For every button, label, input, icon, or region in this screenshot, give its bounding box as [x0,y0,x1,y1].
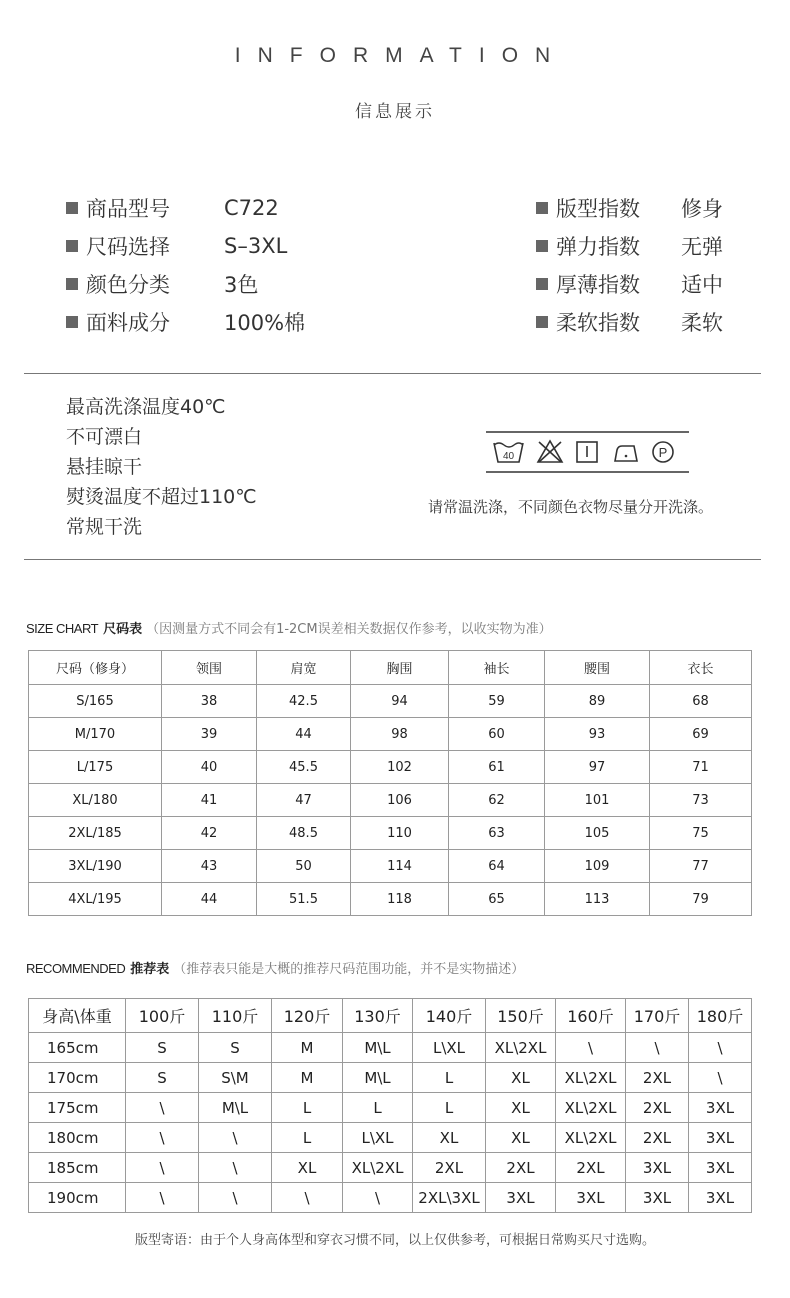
bullet-square-icon [66,316,78,328]
attribute-value: 100%棉 [224,311,306,335]
bullet-square-icon [536,316,548,328]
recommended-title-en: RECOMMENDED [26,961,126,976]
divider [24,373,761,374]
table-cell: 101 [545,784,650,817]
table-cell: S [126,1033,199,1063]
table-cell: \ [689,1033,752,1063]
table-cell: 93 [545,718,650,751]
table-cell: 42.5 [257,685,351,718]
attribute-value: 柔软 [681,311,723,335]
table-cell: S\M [199,1063,272,1093]
table-row [29,751,752,784]
attribute-label: 颜色分类 [86,273,170,297]
column-header: 160斤 [556,999,626,1033]
table-cell: 2XL [626,1093,689,1123]
table-cell: \ [626,1033,689,1063]
table-cell: 2XL [556,1153,626,1183]
table-cell: 97 [545,751,650,784]
page-title: INFORMATION [234,44,568,67]
table-cell: 68 [650,685,752,718]
attribute-row [66,189,305,227]
recommended-table [28,998,752,1213]
table-cell: 3XL [689,1183,752,1213]
row-label: 2XL/185 [29,817,162,850]
table-cell: 61 [449,751,545,784]
table-cell: 42 [162,817,257,850]
dry-clean-symbol: P [658,445,668,460]
table-row [29,883,752,916]
table-cell: XL [272,1153,343,1183]
bullet-square-icon [66,240,78,252]
table-cell: 113 [545,883,650,916]
table-cell: \ [126,1153,199,1183]
care-symbols [486,431,689,473]
column-header: 领围 [162,651,257,685]
table-cell: 77 [650,850,752,883]
hang-dry-icon [577,442,597,462]
table-cell: 2XL [626,1123,689,1153]
care-instructions [66,392,257,542]
iron-icon [615,446,637,461]
recommended-header-row [29,999,752,1033]
table-cell: XL [486,1063,556,1093]
size-chart-table [28,650,752,916]
table-cell: 2XL [626,1063,689,1093]
table-cell: \ [556,1033,626,1063]
table-cell: \ [199,1153,272,1183]
table-cell: \ [689,1063,752,1093]
table-cell: 105 [545,817,650,850]
table-cell: 48.5 [257,817,351,850]
attribute-row [66,265,305,303]
size-chart-heading [26,618,552,637]
table-cell: 44 [162,883,257,916]
table-cell: \ [199,1123,272,1153]
attribute-label: 面料成分 [86,311,170,335]
table-cell: 64 [449,850,545,883]
attributes-left [66,189,305,341]
table-cell: XL\2XL [556,1093,626,1123]
footer-note: 版型寄语：由于个人身高体型和穿衣习惯不同，以上仅供参考，可根据日常购买尺寸选购。 [134,1233,655,1248]
attribute-value: C722 [224,196,279,220]
row-label: 3XL/190 [29,850,162,883]
size-chart-header-row [29,651,752,685]
row-label: 175cm [29,1093,126,1123]
column-header: 袖长 [449,651,545,685]
table-cell: 114 [351,850,449,883]
table-cell: 94 [351,685,449,718]
table-cell: XL [486,1093,556,1123]
care-line: 常规干洗 [66,516,143,538]
size-chart-title-cn: 尺码表 [103,622,143,637]
bullet-square-icon [536,240,548,252]
table-cell: L [343,1093,413,1123]
table-cell: 51.5 [257,883,351,916]
dry-clean-p-icon [653,442,673,462]
row-label: XL/180 [29,784,162,817]
table-cell: 73 [650,784,752,817]
care-line: 不可漂白 [66,426,143,448]
column-header: 胸围 [351,651,449,685]
table-row [29,685,752,718]
attribute-row [66,227,305,265]
column-header: 腰围 [545,651,650,685]
table-cell: 3XL [486,1183,556,1213]
table-cell: 106 [351,784,449,817]
table-cell: 44 [257,718,351,751]
table-cell: XL\2XL [486,1033,556,1063]
attribute-label: 厚薄指数 [556,273,640,297]
table-cell: XL\2XL [556,1123,626,1153]
table-cell: 2XL\3XL [413,1183,486,1213]
attribute-label: 版型指数 [556,197,640,221]
table-cell: 65 [449,883,545,916]
row-label: 185cm [29,1153,126,1183]
table-cell: 118 [351,883,449,916]
row-label: L/175 [29,751,162,784]
table-cell: M [272,1063,343,1093]
care-note: 请常温洗涤，不同颜色衣物尽量分开洗涤。 [428,498,714,516]
table-cell: 60 [449,718,545,751]
recommended-heading [26,958,524,977]
table-cell: XL [486,1123,556,1153]
table-cell: 40 [162,751,257,784]
attribute-row [536,303,723,341]
divider [24,559,761,560]
table-cell: 3XL [689,1153,752,1183]
column-header: 150斤 [486,999,556,1033]
table-cell: 75 [650,817,752,850]
no-bleach-icon [538,441,562,462]
page-subtitle: 信息展示 [355,102,435,122]
column-header: 120斤 [272,999,343,1033]
column-header: 180斤 [689,999,752,1033]
care-line: 悬挂晾干 [66,456,143,478]
table-row [29,817,752,850]
table-cell: 3XL [626,1183,689,1213]
row-label: 165cm [29,1033,126,1063]
table-cell: \ [199,1183,272,1213]
table-cell: S [126,1063,199,1093]
table-cell: 98 [351,718,449,751]
recommended-title-cn: 推荐表 [130,962,170,977]
row-label: M/170 [29,718,162,751]
table-cell: 43 [162,850,257,883]
column-header: 130斤 [343,999,413,1033]
table-cell: 71 [650,751,752,784]
table-cell: 89 [545,685,650,718]
column-header: 140斤 [413,999,486,1033]
attribute-value: 3色 [224,273,259,297]
table-cell: 62 [449,784,545,817]
table-cell: 102 [351,751,449,784]
table-cell: 59 [449,685,545,718]
table-cell: \ [126,1183,199,1213]
table-cell: M [272,1033,343,1063]
table-cell: 41 [162,784,257,817]
wash-40-icon [494,443,523,462]
attribute-label: 弹力指数 [556,235,640,259]
table-cell: 2XL [486,1153,556,1183]
attribute-value: 无弹 [681,235,723,259]
table-cell: 3XL [626,1153,689,1183]
table-cell: L [272,1123,343,1153]
table-cell: L [272,1093,343,1123]
table-cell: 63 [449,817,545,850]
bullet-square-icon [536,278,548,290]
care-line: 熨烫温度不超过110℃ [66,486,257,508]
table-row [29,1033,752,1063]
row-label: S/165 [29,685,162,718]
table-cell: \ [126,1123,199,1153]
table-cell: 79 [650,883,752,916]
wash-temp-symbol: 40 [502,451,515,462]
care-line: 最高洗涤温度40℃ [66,396,226,418]
table-cell: 47 [257,784,351,817]
size-chart-note: （因测量方式不同会有1-2CM误差相关数据仅作参考，以收实物为准） [146,622,552,637]
table-row [29,1093,752,1123]
table-cell: 110 [351,817,449,850]
attribute-value: 适中 [681,273,723,297]
table-cell: XL [413,1123,486,1153]
table-cell: \ [343,1183,413,1213]
table-row [29,718,752,751]
attribute-value: S–3XL [224,234,288,258]
table-cell: L\XL [413,1033,486,1063]
row-label: 180cm [29,1123,126,1153]
table-row [29,784,752,817]
table-cell: 38 [162,685,257,718]
attributes-right [536,189,723,341]
column-header: 100斤 [126,999,199,1033]
table-row [29,1183,752,1213]
column-header: 肩宽 [257,651,351,685]
table-cell: L\XL [343,1123,413,1153]
table-cell: L [413,1063,486,1093]
table-cell: S [199,1033,272,1063]
bullet-square-icon [66,202,78,214]
bullet-square-icon [536,202,548,214]
row-label: 4XL/195 [29,883,162,916]
table-cell: M\L [343,1063,413,1093]
attribute-row [66,303,305,341]
recommended-note: （推荐表只能是大概的推荐尺码范围功能，并不是实物描述） [173,962,525,977]
table-cell: 50 [257,850,351,883]
column-header: 尺码（修身） [29,651,162,685]
table-row [29,1063,752,1093]
table-row [29,1123,752,1153]
table-cell: XL\2XL [556,1063,626,1093]
size-chart-title-en: SIZE CHART [26,621,99,636]
table-cell: M\L [199,1093,272,1123]
table-cell: 2XL [413,1153,486,1183]
attribute-row [536,227,723,265]
table-cell: 3XL [689,1093,752,1123]
table-cell: L [413,1093,486,1123]
table-cell: 3XL [556,1183,626,1213]
table-cell: 109 [545,850,650,883]
table-cell: \ [272,1183,343,1213]
table-cell: 69 [650,718,752,751]
table-row [29,850,752,883]
attribute-row [536,265,723,303]
column-header: 110斤 [199,999,272,1033]
table-cell: 45.5 [257,751,351,784]
table-cell: M\L [343,1033,413,1063]
row-label: 190cm [29,1183,126,1213]
bullet-square-icon [66,278,78,290]
table-cell: 3XL [689,1123,752,1153]
table-row [29,1153,752,1183]
attribute-label: 商品型号 [86,197,170,221]
table-cell: XL\2XL [343,1153,413,1183]
attribute-row [536,189,723,227]
table-cell: 39 [162,718,257,751]
column-header: 170斤 [626,999,689,1033]
row-label: 170cm [29,1063,126,1093]
attribute-label: 柔软指数 [556,311,640,335]
column-header: 身高\体重 [29,999,126,1033]
attribute-value: 修身 [681,197,723,221]
attribute-label: 尺码选择 [86,235,170,259]
column-header: 衣长 [650,651,752,685]
table-cell: \ [126,1093,199,1123]
